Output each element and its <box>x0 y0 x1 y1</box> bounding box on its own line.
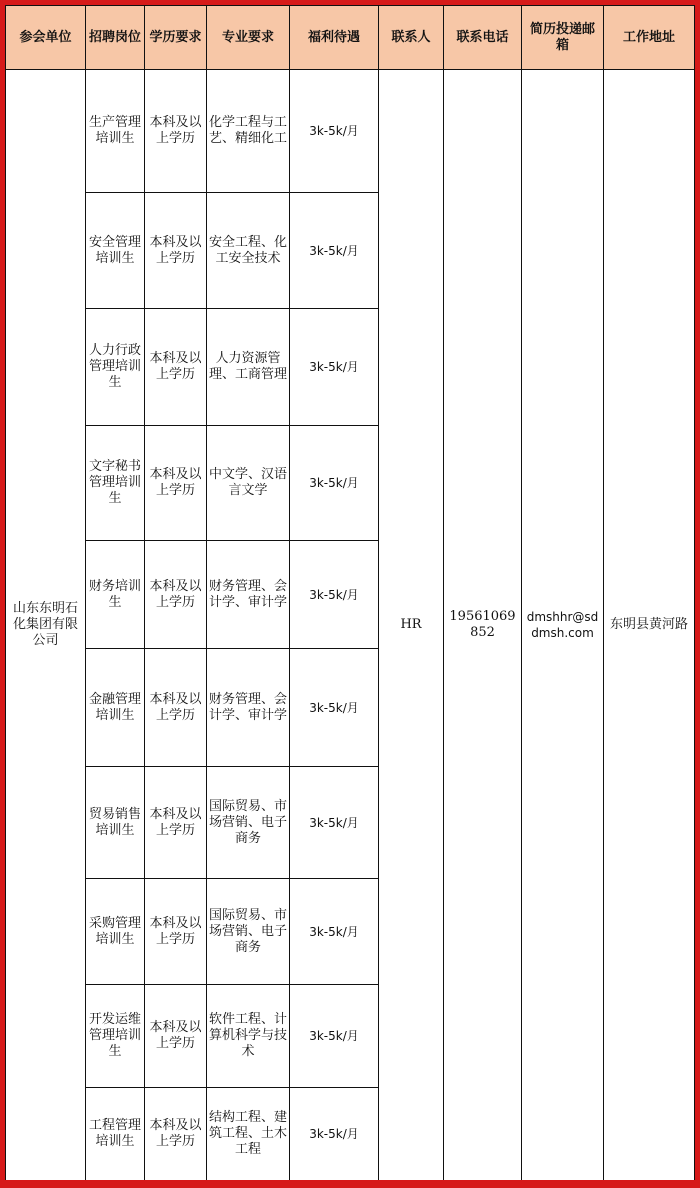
phone-cell: 19561069852 <box>444 70 522 1181</box>
contact-cell: HR <box>379 70 444 1181</box>
position-cell: 工程管理培训生 <box>86 1088 145 1181</box>
salary-cell: 3k-5k/月 <box>290 193 379 309</box>
salary-cell: 3k-5k/月 <box>290 541 379 649</box>
major-cell: 安全工程、化工安全技术 <box>207 193 290 309</box>
salary-cell: 3k-5k/月 <box>290 70 379 193</box>
education-cell: 本科及以上学历 <box>145 426 207 541</box>
major-cell: 软件工程、计算机科学与技术 <box>207 985 290 1088</box>
salary-cell: 3k-5k/月 <box>290 309 379 426</box>
salary-cell: 3k-5k/月 <box>290 1088 379 1181</box>
salary-cell: 3k-5k/月 <box>290 767 379 879</box>
education-cell: 本科及以上学历 <box>145 767 207 879</box>
position-cell: 采购管理培训生 <box>86 879 145 985</box>
recruitment-table <box>5 5 695 1181</box>
bottom-border <box>0 1180 700 1188</box>
position-cell: 安全管理培训生 <box>86 193 145 309</box>
position-cell: 人力行政管理培训生 <box>86 309 145 426</box>
salary-cell: 3k-5k/月 <box>290 985 379 1088</box>
education-cell: 本科及以上学历 <box>145 193 207 309</box>
position-cell: 贸易销售培训生 <box>86 767 145 879</box>
major-cell: 财务管理、会计学、审计学 <box>207 541 290 649</box>
position-cell: 生产管理培训生 <box>86 70 145 193</box>
education-cell: 本科及以上学历 <box>145 649 207 767</box>
header-row <box>6 6 695 70</box>
education-cell: 本科及以上学历 <box>145 879 207 985</box>
table-row <box>6 70 695 193</box>
recruitment-sheet <box>5 5 694 1180</box>
header-phone: 联系电话 <box>444 6 522 70</box>
major-cell: 财务管理、会计学、审计学 <box>207 649 290 767</box>
address-cell: 东明县黄河路 <box>604 70 695 1181</box>
major-cell: 国际贸易、市场营销、电子商务 <box>207 879 290 985</box>
position-cell: 文字秘书管理培训生 <box>86 426 145 541</box>
major-cell: 化学工程与工艺、精细化工 <box>207 70 290 193</box>
position-cell: 金融管理培训生 <box>86 649 145 767</box>
header-major: 专业要求 <box>207 6 290 70</box>
header-company: 参会单位 <box>6 6 86 70</box>
email-cell: dmshhr@sddmsh.com <box>522 70 604 1181</box>
major-cell: 国际贸易、市场营销、电子商务 <box>207 767 290 879</box>
header-position: 招聘岗位 <box>86 6 145 70</box>
position-cell: 开发运维管理培训生 <box>86 985 145 1088</box>
major-cell: 中文学、汉语言文学 <box>207 426 290 541</box>
header-education: 学历要求 <box>145 6 207 70</box>
header-email: 简历投递邮箱 <box>522 6 604 70</box>
education-cell: 本科及以上学历 <box>145 309 207 426</box>
header-contact: 联系人 <box>379 6 444 70</box>
education-cell: 本科及以上学历 <box>145 541 207 649</box>
education-cell: 本科及以上学历 <box>145 1088 207 1181</box>
salary-cell: 3k-5k/月 <box>290 649 379 767</box>
header-salary: 福利待遇 <box>290 6 379 70</box>
education-cell: 本科及以上学历 <box>145 985 207 1088</box>
header-address: 工作地址 <box>604 6 695 70</box>
salary-cell: 3k-5k/月 <box>290 426 379 541</box>
major-cell: 结构工程、建筑工程、土木工程 <box>207 1088 290 1181</box>
education-cell: 本科及以上学历 <box>145 70 207 193</box>
salary-cell: 3k-5k/月 <box>290 879 379 985</box>
company-cell: 山东东明石化集团有限公司 <box>6 70 86 1181</box>
position-cell: 财务培训生 <box>86 541 145 649</box>
major-cell: 人力资源管理、工商管理 <box>207 309 290 426</box>
